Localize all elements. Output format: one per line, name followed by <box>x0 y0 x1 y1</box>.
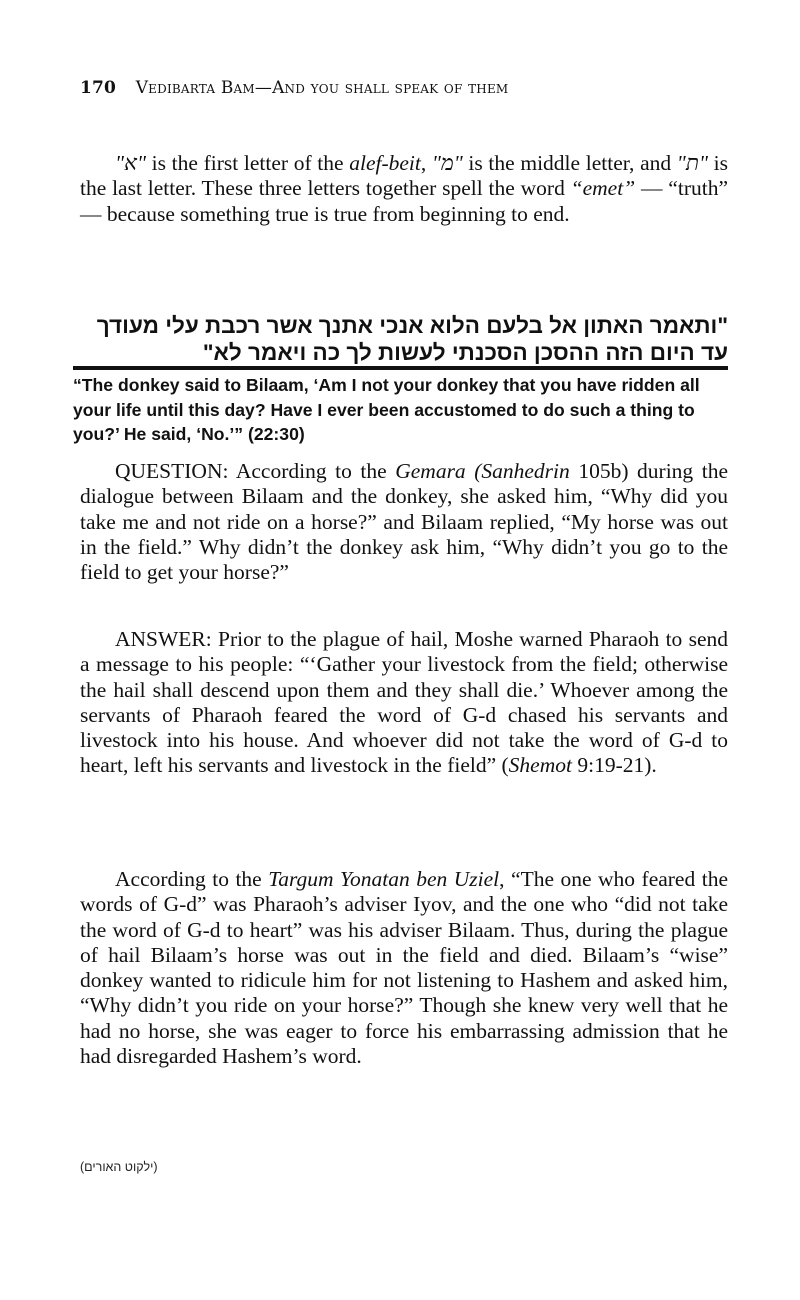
italic-term: Shemot <box>508 753 572 778</box>
text-run: QUESTION: According to the <box>115 459 396 483</box>
text-run: is the middle letter, and <box>462 151 677 175</box>
running-title: Vedibarta Bam—And you shall speak of them <box>135 78 509 98</box>
hebrew-verse-line-2: עד היום הזה ההסכן הסכנתי לעשות לך כה ויאמר לא" <box>202 340 728 365</box>
section-divider <box>73 366 728 370</box>
text-run: is the last letter. These three letters together spell the word <box>80 151 728 201</box>
text-run: is the first letter of the <box>145 151 350 175</box>
text-run: 105b) during the dialogue between Bilaam and the donkey, she asked him, “Why did you take me and not ride on a horse?” and Bilaam replied, “My horse was out in the field.” Why didn’t the donkey ask him, “Why didn’t you go to the field to get your horse?” <box>80 459 728 585</box>
italic-term: alef-beit <box>349 151 421 175</box>
text-run: According to the <box>115 867 269 891</box>
source-citation: (ילקוט האורים) <box>80 1160 158 1174</box>
italic-term: Targum Yonatan ben Uziel <box>268 867 500 891</box>
running-head <box>80 78 728 98</box>
answer-paragraph <box>80 627 728 779</box>
page-number: 170 <box>80 78 117 98</box>
text-run: , “The one who feared the words of G-d” was Pharaoh’s adviser Iyov, and the one who “did not take the word of G-d to heart” was his adviser Bilaam. Thus, during the plague of hail Bilaam’s horse was out in the field and died. Bilaam’s “wise” donkey wanted to ridicule him for not listening to Hashem and asked him, “Why didn’t you ride on your horse?” Though she knew very well that he had no horse, she was eager to force his embarrassing admission that he had disregarded Hashem’s word. <box>80 867 728 1069</box>
hebrew-verse-line-1: "ותאמר האתון אל בלעם הלוא אנכי אתנך אשר רכבת עלי מעודך <box>96 313 728 338</box>
italic-term: “emet” <box>570 176 636 201</box>
italic-term: Gemara (Sanhedrin <box>395 459 570 483</box>
text-run: ANSWER: Prior to the plague of hail, Moshe warned Pharaoh to send a message to his people: “‘Gather your livestock from the field; otherwise the hail shall descend upon them and they shall die.’ Whoever among the servants of Pharaoh feared the word of G-d chased his servants and livestock into his house. And whoever did not take the word of G-d to heart, left his servants and livestock in the field” ( <box>80 627 728 778</box>
hebrew-letter: "א" <box>115 151 146 175</box>
hebrew-letter: "מ" <box>431 151 463 175</box>
hebrew-verse <box>80 312 728 366</box>
hebrew-letter: "ת" <box>676 151 708 175</box>
intro-paragraph <box>80 151 728 227</box>
text-run: 9:19-21). <box>571 753 657 778</box>
text-run: , <box>420 151 432 175</box>
text-run: — “truth” — because something true is true from beginning to end. <box>80 176 728 226</box>
verse-translation: “The donkey said to Bilaam, ‘Am I not your donkey that you have ridden all your life until this day? Have I ever been accustomed to do such a thing to you?’ He said, ‘No.’” (22:30) <box>73 375 700 444</box>
question-paragraph <box>80 459 728 585</box>
commentary-paragraph <box>80 867 728 1069</box>
